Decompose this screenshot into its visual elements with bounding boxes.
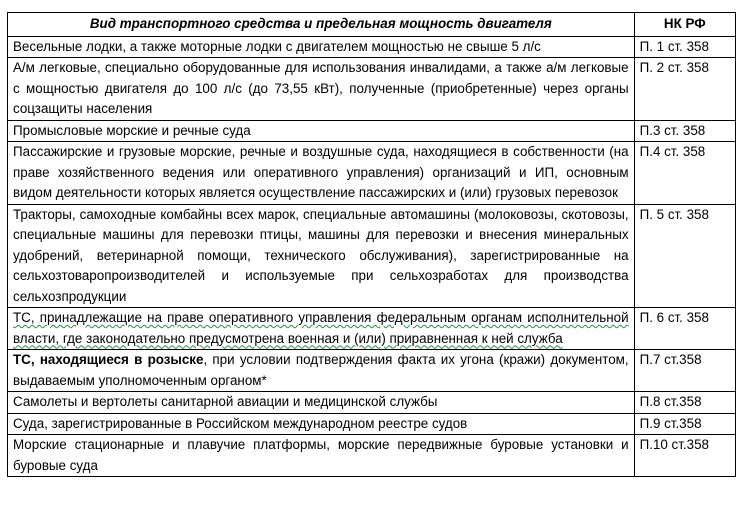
- table-header-row: [8, 13, 736, 37]
- row-reference: П.8 ст.358: [634, 392, 735, 414]
- row-description: Пассажирские и грузовые морские, речные и воздушные суда, находящиеся в собственности (на праве хозяйственного ведения или оперативного управления) организаций и ИП, основным видом деятельности которых является осуществление пассажирских и (или) грузовых перевозок: [8, 142, 635, 205]
- row-description: А/м легковые, специально оборудованные для использования инвалидами, а также а/м легковые с мощностью двигателя до 100 л/с (до 73,55 кВт), полученные (приобретенные) через органы соцзащиты населения: [8, 58, 635, 121]
- row-description: Тракторы, самоходные комбайны всех марок, специальные автомашины (молоковозы, скотовозы, специальные машины для перевозки птицы, машины для перевозки и внесения минеральных удобрений, ветеринарной помощи, технического обслуживания), зарегистрированные на сельхозтоваропроизводителей и используемые при сельхозработах для производства сельхозпродукции: [8, 204, 635, 308]
- table-row: [8, 120, 736, 142]
- tax-exemption-table: [7, 12, 736, 477]
- header-tax-code: НК РФ: [634, 13, 735, 37]
- table-row: [8, 350, 736, 392]
- table-row: [8, 58, 736, 121]
- row-description: Морские стационарные и плавучие платформы, морские передвижные буровые установки и буровые суда: [8, 435, 635, 477]
- table-row: [8, 392, 736, 414]
- row-description: Суда, зарегистрированные в Российском международном реестре судов: [8, 413, 635, 435]
- table-row: [8, 413, 736, 435]
- row-description: Промысловые морские и речные суда: [8, 120, 635, 142]
- row-description-cell: [8, 350, 635, 392]
- header-vehicle-type: Вид транспортного средства и предельная мощность двигателя: [8, 13, 635, 37]
- row-reference: П. 5 ст. 358: [634, 204, 735, 308]
- row-reference: П.9 ст.358: [634, 413, 735, 435]
- row-description-cell: [8, 308, 635, 350]
- row-reference: П.4 ст. 358: [634, 142, 735, 205]
- table-row: [8, 308, 736, 350]
- table-row: [8, 142, 736, 205]
- row-description: Весельные лодки, а также моторные лодки с двигателем мощностью не свыше 5 л/с: [8, 36, 635, 58]
- row-description: ТС, принадлежащие на праве оперативного управления федеральным органам исполнительной власти, где законодательно предусмотрена военная и (или) приравненная к ней служба: [13, 310, 629, 346]
- row-reference: П.7 ст.358: [634, 350, 735, 392]
- table-row: [8, 204, 736, 308]
- row-reference: П.3 ст. 358: [634, 120, 735, 142]
- row-reference: П. 2 ст. 358: [634, 58, 735, 121]
- row-description-bold: ТС, находящиеся в розыске: [13, 352, 204, 367]
- row-reference: П.10 ст.358: [634, 435, 735, 477]
- table-row: [8, 435, 736, 477]
- table-row: [8, 36, 736, 58]
- row-description: Самолеты и вертолеты санитарной авиации и медицинской службы: [8, 392, 635, 414]
- row-reference: П. 6 ст. 358: [634, 308, 735, 350]
- row-reference: П. 1 ст. 358: [634, 36, 735, 58]
- row-description: , при условии подтверждения факта их угона (кражи) документом, выдаваемым уполномоченным органом*: [13, 352, 629, 388]
